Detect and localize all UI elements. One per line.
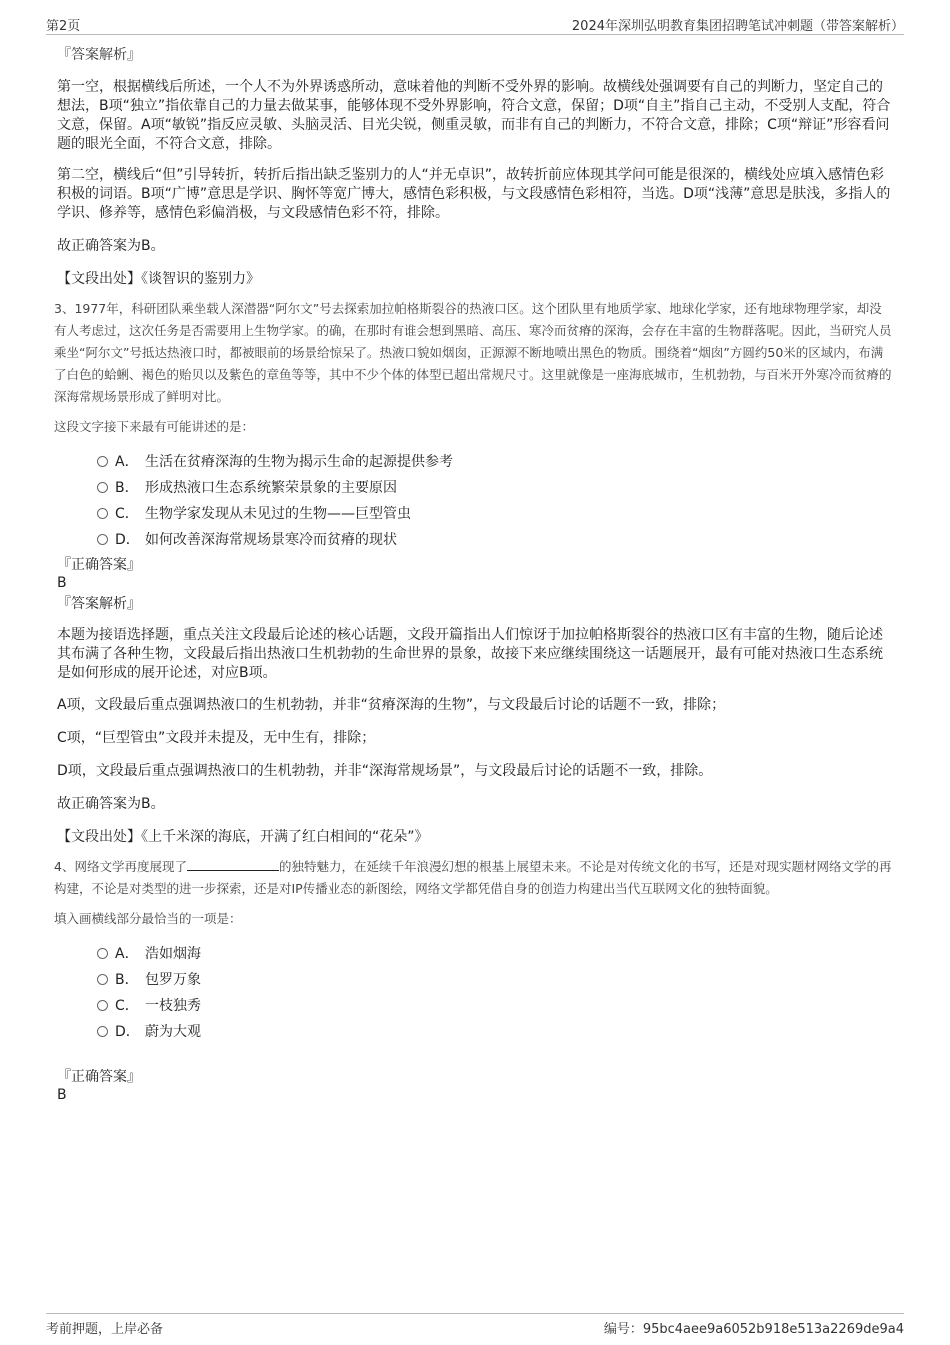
q3-analysis-para-3: C项，“巨型管虫”文段并未提及，无中生有，排除； [57,730,376,746]
q3-analysis-label: 『答案解析』 [57,596,141,612]
radio-icon[interactable] [97,534,108,545]
q2-source: 【文段出处】《谈智识的鉴别力》 [57,271,260,287]
q3-analysis-para-4: D项，文段最后重点强调热液口的生机勃勃，并非“深海常规场景”，与文段最后讨论的话题不一致，排除。 [57,763,713,779]
q2-analysis-para-1: 第一空，根据横线后所述，一个人不为外界诱惑所动，意味着他的判断不受外界的影响。故横线处强调要有自己的判断力，坚定自己的想法，B项“独立”指依靠自己的力量去做某事，能够体现不受外界影响，符合文意，保留；D项“自主”指自己主动，不受别人支配，符合文意，保留。A项“敏锐”指反应灵敏、头脑灵活、目光尖锐，侧重灵敏，而非有自己的判断力，不符合文意，排除；C项“辩证”形容看问题的眼光全面，不符合文意，排除。 [57,79,891,152]
footer-slogan: 考前押题，上岸必备 [46,1322,164,1337]
q2-conclusion: 故正确答案为B。 [57,238,165,254]
q3-option-d[interactable]: D． 如何改善深海常规场景寒冷而贫瘠的现状 [57,527,892,553]
radio-icon[interactable] [97,1000,108,1011]
q3-analysis-para-2: A项，文段最后重点强调热液口的生机勃勃，并非“贫瘠深海的生物”，与文段最后讨论的话题不一致，排除； [57,697,726,713]
q4-prompt: 填入画横线部分最恰当的一项是： [54,911,242,926]
q2-analysis-para-2: 第二空，横线后“但”引导转折，转折后指出缺乏鉴别力的人“并无卓识”，故转折前应体现其学问可能是很深的，横线处应填入感情色彩积极的词语。B项“广博”意思是学识、胸怀等宽广博大，感情色彩积极，与文段感情色彩相符，当选。D项“浅薄”意思是肤浅，多指人的学识、修养等，感情色彩偏消极，与文段感情色彩不符，排除。 [57,167,891,221]
q4-option-c[interactable]: C． 一枝独秀 [57,993,892,1019]
q3-answer-label: 『正确答案』 [57,557,141,573]
q4-answer-label: 『正确答案』 [57,1069,141,1085]
q4-answer: B [57,1087,67,1103]
radio-icon[interactable] [97,1026,108,1037]
q3-analysis-para-1: 本题为接语选择题，重点关注文段最后论述的核心话题，文段开篇指出人们惊讶于加拉帕格斯裂谷的热液口区有丰富的生物，随后论述其布满了各种生物，文段最后指出热液口生机勃勃的生命世界的景象，故接下来应继续围绕这一话题展开，最有可能对热液口生态系统是如何形成的展开论述，对应B项。 [57,627,883,681]
q3-source: 【文段出处】《上千米深的海底，开满了红白相间的“花朵”》 [57,829,429,845]
main-content [54,45,892,1104]
q3-conclusion: 故正确答案为B。 [57,796,165,812]
q3-option-a[interactable]: A． 生活在贫瘠深海的生物为揭示生命的起源提供参考 [57,449,892,475]
page-header [46,12,904,35]
document-id: 编号：95bc4aee9a6052b918e513a2269de9a4 [603,1322,904,1337]
q3-option-c[interactable]: C． 生物学家发现从未见过的生物——巨型管虫 [57,501,892,527]
q4-option-b[interactable]: B． 包罗万象 [57,967,892,993]
radio-icon[interactable] [97,456,108,467]
q3-option-b[interactable]: B． 形成热液口生态系统繁荣景象的主要原因 [57,475,892,501]
document-title: 2024年深圳弘明教育集团招聘笔试冲刺题（带答案解析） [571,19,904,34]
q3-passage: 3、1977年，科研团队乘坐载人深潜器“阿尔文”号去探索加拉帕格斯裂谷的热液口区。这个团队里有地质学家、地球化学家，还有地球物理学家，却没有人考虑过，这次任务是否需要用上生物学家。的确，在那时有谁会想到黑暗、高压、寒冷而贫瘠的深海，会存在丰富的生物群落呢。因此，当研究人员乘坐“阿尔文”号抵达热液口时，都被眼前的场景给惊呆了。热液口貌如烟囱，正源源不断地喷出黑色的物质。围绕着“烟囱”方圆约50米的区域内，布满了白色的蛤蜊、褐色的贻贝以及紫色的章鱼等等，其中不少个体的体型已超出常规尺寸。这里就像是一座海底城市，生机勃勃，与百米开外寒冷而贫瘠的深海常规场景形成了鲜明对比。 [54,301,892,404]
q3-options [57,449,892,553]
radio-icon[interactable] [97,508,108,519]
radio-icon[interactable] [97,974,108,985]
q4-passage: 4、网络文学再度展现了 的独特魅力，在延续千年浪漫幻想的根基上展望未来。不论是对传统文化的书写，还是对现实题材网络文学的再构建，不论是对类型的进一步探索，还是对IP传播业态的新图绘，网络文学都凭借自身的创造力构建出当代互联网文化的独特面貌。 [54,859,892,896]
q2-analysis-label: 『答案解析』 [57,47,141,63]
radio-icon[interactable] [97,482,108,493]
q4-options [57,941,892,1045]
page-footer [46,1313,904,1338]
q4-option-a[interactable]: A． 浩如烟海 [57,941,892,967]
page-number: 第2页 [46,19,81,34]
answer-blank [187,858,279,871]
q3-answer: B [57,575,67,591]
radio-icon[interactable] [97,948,108,959]
q4-option-d[interactable]: D． 蔚为大观 [57,1019,892,1045]
q3-prompt: 这段文字接下来最有可能讲述的是： [54,419,255,434]
